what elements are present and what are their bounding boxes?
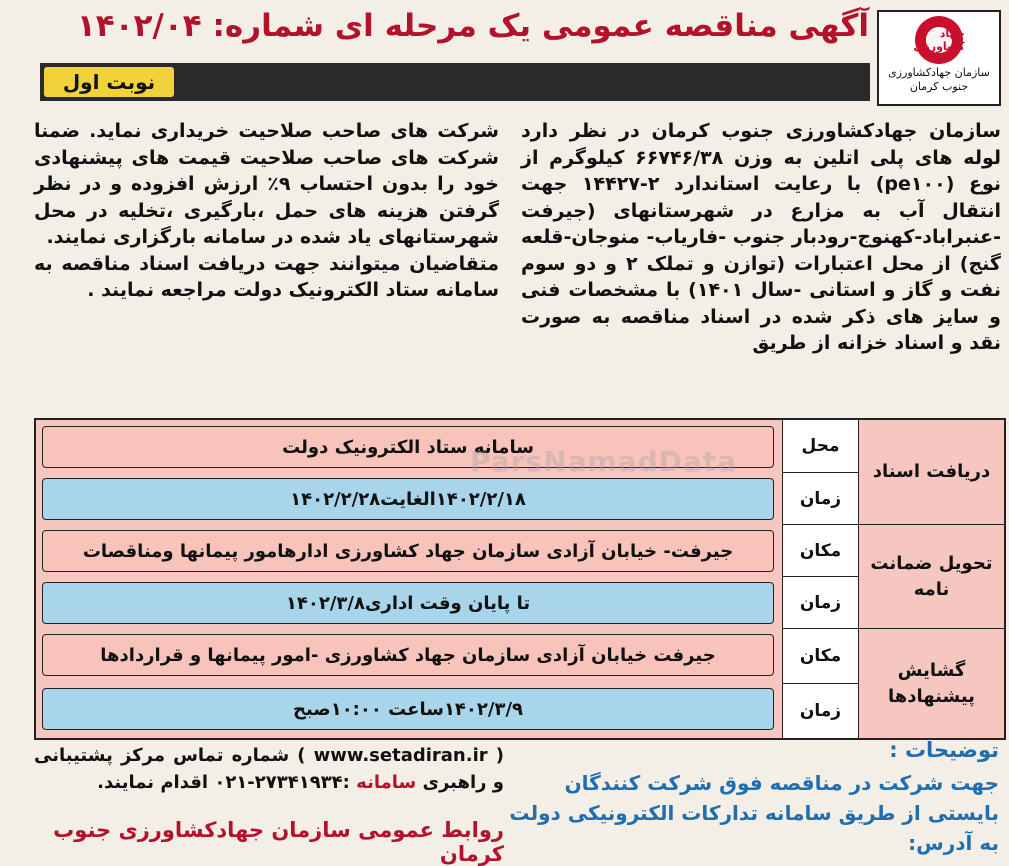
logo-caption-line2: جنوب کرمان [909, 80, 969, 93]
contact-text-b: :۲۷۳۴۱۹۳۴-۰۲۱ اقدام نمایند. [97, 772, 350, 793]
row1-label: محل [782, 420, 858, 472]
row3-value: جیرفت- خیابان آزادی سازمان جهاد کشاورزی ادارهامور پیمانها ومناقصات [42, 530, 774, 572]
row1-value: سامانه ستاد الکترونیک دولت [42, 426, 774, 468]
contact-paragraph [34, 742, 504, 796]
row2-label: زمان [782, 472, 858, 524]
contact-text-a: ( www.setadiran.ir ) شماره تماس مرکز پشتیبانی و راهبری [34, 745, 504, 793]
logo-emblem-icon [915, 16, 963, 64]
body-paragraph-left-1: شرکت های صاحب صلاحیت خریداری نماید. ضمنا شرکت های صاحب صلاحیت قیمت های پیشنهادی خود را بدون احتساب ۹٪ ارزش افزوده و در نظر گرفتن هزینه های حمل ،بارگیری ،تخلیه در محل شهرستانهای یاد شده در سامانه بارگزاری نمایند. [34, 120, 499, 248]
row4-label: زمان [782, 576, 858, 628]
watermark-text: ParsNamadData [470, 445, 737, 478]
notes-body: جهت شرکت در مناقصه فوق شرکت کنندگان بایستی از طریق سامانه تدارکات الکترونیکی دولت به آدرس: [509, 771, 999, 855]
row2-value: ۱۴۰۲/۲/۱۸الغایت۱۴۰۲/۲/۲۸ [42, 478, 774, 520]
logo-caption [888, 66, 990, 94]
row3-label: مکان [782, 524, 858, 576]
group-guarantee-delivery: تحویل ضمانت نامه [858, 524, 1004, 628]
row6-label: زمان [782, 683, 858, 738]
notes-heading: توضیحات : [889, 738, 999, 762]
group-bid-opening: گشایش پیشنهادها [858, 628, 1004, 738]
body-right-column [521, 118, 1001, 357]
row5-label: مکان [782, 628, 858, 683]
page-title: آگهی مناقصه عمومی یک مرحله ای شماره: ۱۴۰۲/۰۴ [76, 8, 869, 44]
public-relations-signature: روابط عمومی سازمان جهادکشاورزی جنوب کرمان [53, 818, 504, 866]
group-receive-documents: دریافت اسناد [858, 420, 1004, 524]
logo-mark-text: جهاد کشاورزی [913, 27, 965, 53]
body-paragraph-right: سازمان جهادکشاورزی جنوب کرمان در نظر دارد لوله های پلی اتلین به وزن ۶۶۷۴۶/۳۸ کیلوگرم از نوع (pe۱۰۰) با رعایت استاندارد ۲-۱۴۴۲۷ جهت انتقال آب به مزارع در شهرستانهای (جیرفت -عنبراباد-کهنوج-رودبار جنوب -فاریاب- منوجان-قلعه گنج) از محل اعتبارات (توازن و تملک ۲ و دو سوم نفت و گاز و استانی -سال ۱۴۰۱) با مشخصات فنی و سایز های ذکر شده در اسناد مناقصه به صورت نقد و اسناد خزانه از طریق [521, 120, 1001, 354]
body-left-column [34, 118, 499, 304]
logo-caption-line1: سازمان جهادکشاورزی [888, 66, 990, 79]
row4-value: تا پایان وقت اداری۱۴۰۲/۳/۸ [42, 582, 774, 624]
contact-highlight: سامانه [356, 772, 417, 793]
organization-logo [877, 10, 1001, 106]
publication-round-badge: نوبت اول [44, 67, 174, 97]
row6-value: ۱۴۰۲/۳/۹ساعت ۱۰:۰۰صبح [42, 688, 774, 730]
body-paragraph-left-2: متقاضیان میتوانند جهت دریافت اسناد مناقصه به سامانه ستاد الکترونیک دولت مراجعه نمایند . [34, 252, 499, 301]
row5-value: جیرفت خیابان آزادی سازمان جهاد کشاورزی -امور پیمانها و قراردادها [42, 634, 774, 676]
